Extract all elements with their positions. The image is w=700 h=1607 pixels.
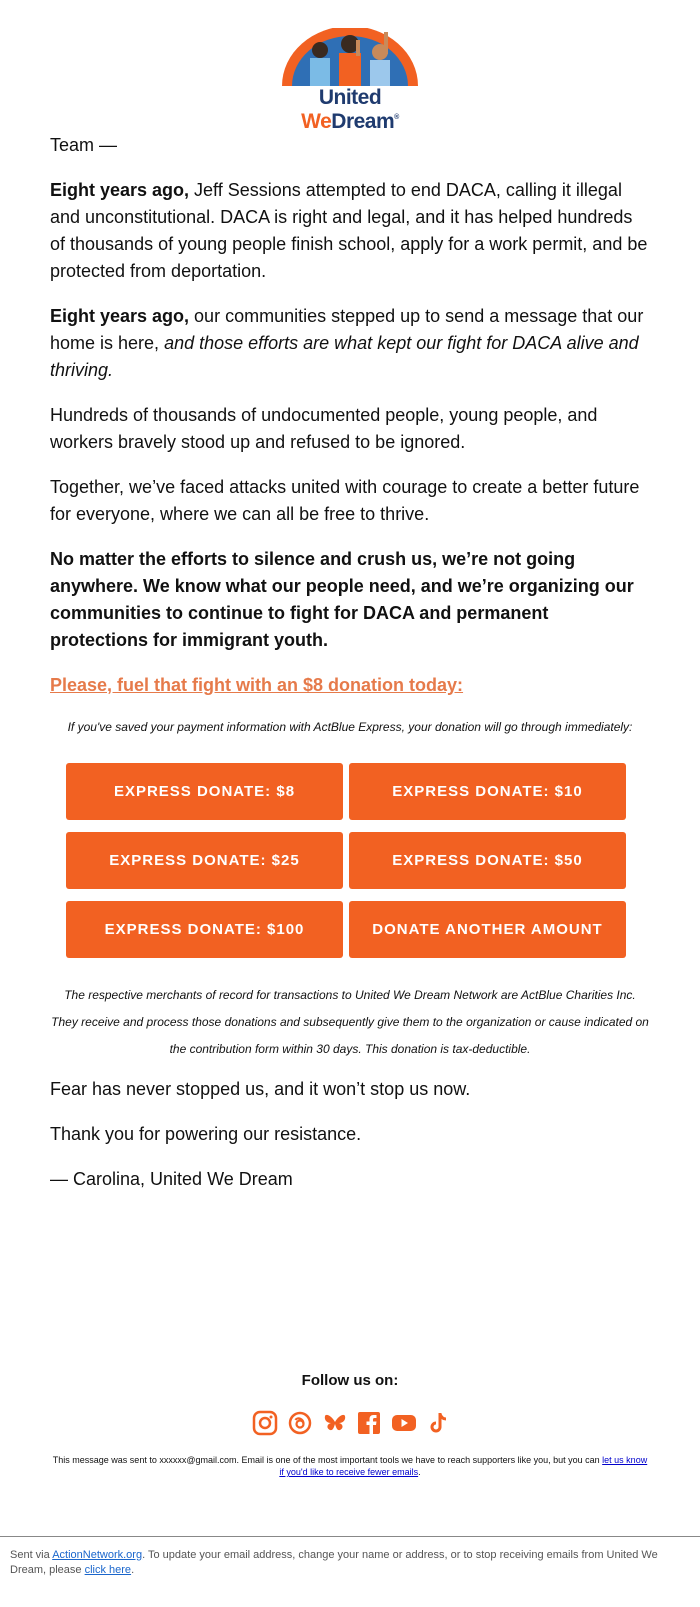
youtube-icon[interactable] — [391, 1410, 417, 1436]
footer-notice: Sent via ActionNetwork.org. To update your email address, change your name or address, or to stop receiving emails from United We Dream, please click here. — [10, 1549, 658, 1576]
facebook-icon[interactable] — [356, 1410, 382, 1436]
closing-section — [50, 1076, 650, 1211]
closing-line-2: Thank you for powering our resistance. — [50, 1124, 362, 1144]
actblue-express-note: If you've saved your payment information with ActBlue Express, your donation will go through immediately: — [67, 720, 633, 734]
email-body — [50, 132, 650, 757]
logo-illustration — [268, 28, 432, 88]
tiktok-icon[interactable] — [426, 1410, 452, 1436]
paragraph-2: Eight years ago, our communities stepped up to send a message that our home is here, and those efforts are what kept our fight for DACA alive and thriving. — [50, 306, 644, 380]
express-donate-25-button[interactable]: EXPRESS DONATE: $25 — [66, 832, 343, 889]
paragraph-4: Together, we’ve faced attacks united with courage to create a better future for everyone, where we can all be free to thrive. — [50, 477, 640, 524]
express-donate-8-button[interactable]: EXPRESS DONATE: $8 — [66, 763, 343, 820]
instagram-icon[interactable] — [252, 1410, 278, 1436]
donate-another-amount-button[interactable]: DONATE ANOTHER AMOUNT — [349, 901, 626, 958]
actionnetwork-link[interactable]: ActionNetwork.org — [52, 1549, 143, 1561]
donation-cta-link[interactable]: Please, fuel that fight with an $8 donation today: — [50, 675, 464, 695]
sent-to-notice: This message was sent to xxxxxx@gmail.com. Email is one of the most important tools we have to reach supporters like you, but you can let us know if you'd like to receive fewer emails. — [52, 1455, 648, 1477]
express-donate-10-button[interactable]: EXPRESS DONATE: $10 — [349, 763, 626, 820]
express-donate-50-button[interactable]: EXPRESS DONATE: $50 — [349, 832, 626, 889]
fewer-emails-link[interactable]: let us know if you'd like to receive fewer emails — [279, 1455, 648, 1477]
social-links — [252, 1410, 452, 1440]
closing-line-1: Fear has never stopped us, and it won’t stop us now. — [50, 1079, 471, 1099]
follow-us-heading: Follow us on: — [301, 1372, 399, 1389]
threads-icon[interactable] — [287, 1410, 313, 1436]
click-here-link[interactable]: click here — [84, 1564, 132, 1576]
paragraph-1: Eight years ago, Jeff Sessions attempted to end DACA, calling it illegal and unconstitutional. DACA is right and legal, and it has helped hundreds of thousands of young people finish school, apply for a work permit, and be protected from deportation. — [50, 180, 648, 281]
logo-wordmark: United WeDream® — [301, 86, 399, 133]
express-donate-100-button[interactable]: EXPRESS DONATE: $100 — [66, 901, 343, 958]
bluesky-icon[interactable] — [322, 1410, 348, 1436]
greeting: Team — — [50, 135, 118, 155]
united-we-dream-logo — [268, 28, 432, 133]
paragraph-5: No matter the efforts to silence and crush us, we’re not going anywhere. We know what our people need, and we’re organizing our communities to continue to fight for DACA and permanent protections for immigrant youth. — [50, 549, 634, 650]
signature: — Carolina, United We Dream — [50, 1169, 293, 1189]
paragraph-3: Hundreds of thousands of undocumented people, young people, and workers bravely stood up and refused to be ignored. — [50, 405, 598, 452]
footer-divider — [0, 1536, 700, 1537]
legal-disclaimer: The respective merchants of record for transactions to United We Dream Network are ActBlue Charities Inc. They receive and process those donations and subsequently give them to the organization or cause indicated on the contribution form within 30 days. This donation is tax-deductible. — [51, 988, 649, 1056]
